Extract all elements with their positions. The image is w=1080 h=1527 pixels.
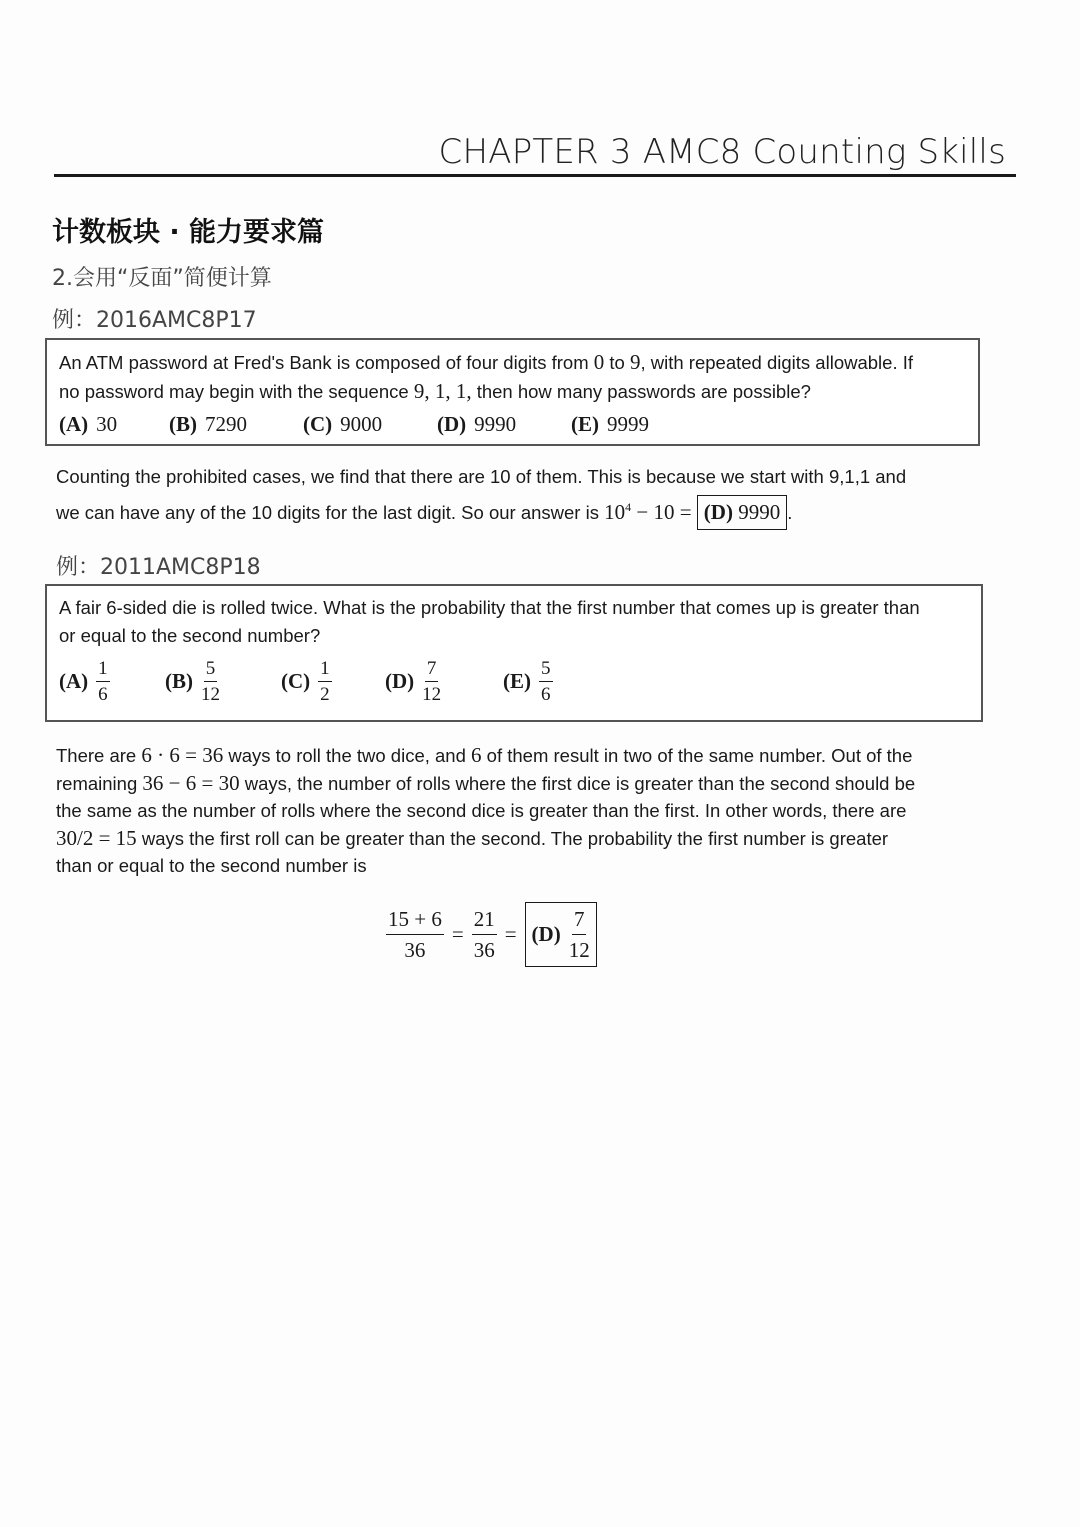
solution-1-line-1: Counting the prohibited cases, we find that there are 10 of them. This is because we start with 9,1,1 and [56, 466, 907, 487]
problem-1-line-1: An ATM password at Fred's Bank is composed of four digits from 0 to 9, with repeated digits allowable. If [59, 350, 913, 374]
solution-2 [56, 742, 915, 880]
problem-2-line-2: or equal to the second number? [59, 625, 321, 646]
choice-d: (D) 9990 [437, 412, 517, 436]
choice-e: (E) 9999 [571, 412, 649, 436]
solution-1-answer-box: (D) 9990 [697, 495, 787, 530]
section-heading: 计数板块 · 能力要求篇 [52, 217, 325, 248]
solution-2-line-2: remaining 36 − 6 = 30 ways, the number of rolls where the first dice is greater than the second should be [56, 770, 916, 795]
display-equation: $\frac{15 + 6}{36}$ = $\frac{21}{36}$ = (D) $\frac{7}{12}$ [386, 902, 597, 967]
solution-2-line-3: the same as the number of rolls where the second dice is greater than the first. In other words, there are [56, 800, 907, 821]
problem-2-line-1: A fair 6-sided die is rolled twice. What is the probability that the first number that comes up is greater than [59, 597, 920, 618]
page-header [54, 126, 1016, 177]
problem-1-choices [59, 412, 966, 437]
fraction-21-over-36: $\frac{21}{36}$ [473, 907, 495, 962]
chapter-title: CHAPTER 3 AMC8 Counting Skills [438, 132, 1006, 172]
example-2-label: 例：2011AMC8P18 [56, 555, 261, 580]
choice-b: (B) $\frac{5}{12}$ [165, 658, 220, 705]
problem-1-line-2: no password may begin with the sequence 9, 1, 1, then how many passwords are possible? [59, 379, 811, 403]
solution-2-line-4: 30/2 = 15 ways the first roll can be greater than the second. The probability the first number is greater [56, 825, 889, 850]
choice-a: (A) $\frac{1}{6}$ [59, 658, 108, 705]
fraction-15-plus-6-over-36: $\frac{15 + 6}{36}$ [388, 907, 442, 962]
choice-c: (C) $\frac{1}{2}$ [281, 658, 330, 705]
problem-box-2 [45, 584, 983, 722]
subheading: 2.会用“反面”简便计算 [52, 266, 272, 291]
choice-a: (A) 30 [59, 412, 118, 436]
problem-box-1 [45, 338, 980, 446]
solution-1-line-2: we can have any of the 10 digits for the last digit. So our answer is $10^4 - 10 = (D)$ 9990 . [56, 492, 906, 530]
equation-answer-box: (D) $\frac{7}{12}$ [525, 902, 597, 967]
choice-d: (D) $\frac{7}{12}$ [385, 658, 442, 705]
choice-b: (B) 7290 [169, 412, 247, 436]
example-1-label: 例：2016AMC8P17 [52, 308, 257, 333]
problem-2-choices [59, 658, 969, 705]
solution-2-line-1: There are 6 · 6 = 36 ways to roll the two dice, and 6 of them result in two of the same number. Out of the [56, 743, 913, 767]
solution-1 [56, 461, 906, 530]
choice-c: (C) 9000 [303, 412, 383, 436]
solution-2-line-5: than or equal to the second number is [56, 855, 367, 876]
choice-e: (E) $\frac{5}{6}$ [503, 658, 551, 705]
